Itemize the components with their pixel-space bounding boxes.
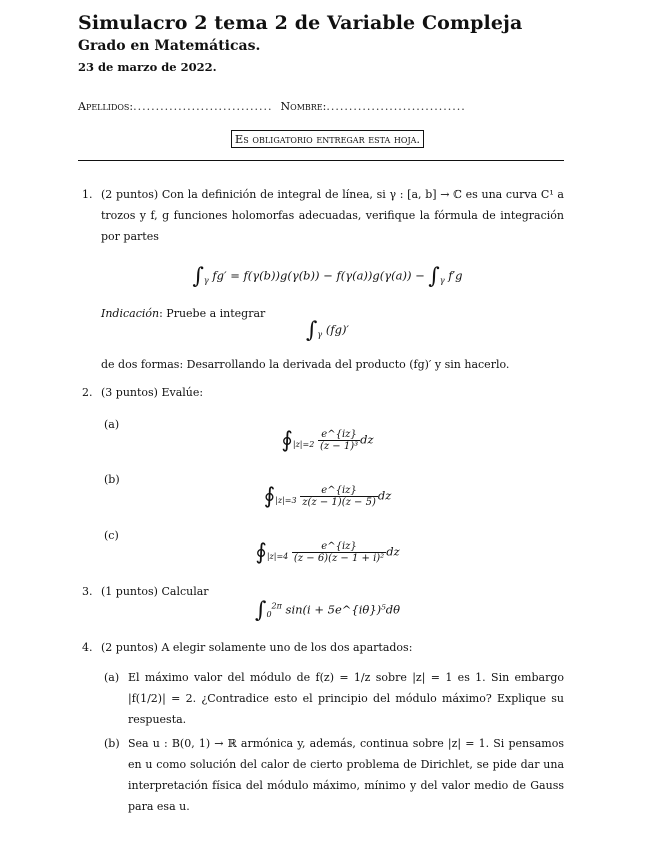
problem-4a-text: El máximo valor del módulo de f(z) = 1/z sobre |z| = 1 es 1. Sin embargo |f(1/2)| = 2. ¿Contradice esto el principio del módulo máximo? Explique su respuesta.	[128, 671, 564, 726]
problem-3-number: 3.	[82, 585, 93, 598]
problem-2c-formula: $∮_{|z|=4}$ $\frac{e\^{}\{iz\}}{\text{(z − 6)(z − 1 + i)²}}$ dz	[255, 540, 400, 565]
integral-sign-icon: ∫	[254, 598, 267, 623]
exam-title: Simulacro 2 tema 2 de Variable Compleja	[78, 12, 523, 34]
header-divider	[78, 160, 564, 161]
problem-2b-formula: $∮_{|z|=3}$ $\frac{e\^{}\{iz\}}{z(z - 1)(z - 5)}$ dz	[263, 484, 392, 509]
problem-2b-label: (b)	[104, 473, 120, 486]
problem-1-hint-after: de dos formas: Desarrollando la derivada del producto (fg)′ y sin hacerlo.	[101, 358, 510, 371]
problem-2-text: (3 puntos) Evalúe:	[101, 386, 204, 399]
problem-2a-formula: $∮_{|z|=2}$ $\frac{e\^{}\{iz\}}{\text{(z − 1)³}}$ dz	[281, 428, 374, 453]
name-label: Nombre:	[280, 100, 327, 113]
problem-1-formula: $\int_\gamma$ $fg' = f(\gamma(b))g(\gamma(b)) - f(\gamma(a))g(\gamma(a)) - \int_\gamma$ f′g	[192, 264, 463, 289]
exam-date: 23 de marzo de 2022.	[78, 60, 217, 74]
problem-2a-label: (a)	[104, 418, 120, 431]
contour-integral-icon: ∮	[255, 540, 267, 565]
integral-sign-icon: ∫	[428, 264, 440, 289]
problem-2c-label: (c)	[104, 529, 119, 542]
hint-label: Indicación	[101, 307, 160, 320]
surname-field[interactable]: ...............................	[133, 100, 273, 113]
student-name-fields	[78, 100, 562, 113]
exam-subtitle: Grado en Matemáticas.	[78, 38, 261, 54]
contour-integral-icon: ∮	[281, 428, 293, 453]
contour-integral-icon: ∮	[263, 484, 276, 509]
problem-3-text: (1 puntos) Calcular	[101, 585, 209, 598]
integral-sign-icon: ∫	[305, 318, 318, 343]
problem-4a-label: (a)	[104, 671, 120, 684]
surname-label: Apellidos:	[78, 100, 134, 113]
notice-wrap	[0, 128, 655, 148]
problem-4-number: 4.	[82, 641, 93, 654]
problem-1-number: 1.	[82, 188, 93, 201]
problem-4b-text: Sea u : B(0, 1) → ℝ armónica y, además, continua sobre |z| = 1. Si pensamos en u como solución del calor de cierto problema de Dirichlet, se pide dar una interpretación física del módulo máximo, mínimo y del valor medio de Gauss para esa u.	[128, 737, 564, 813]
problem-2-number: 2.	[82, 386, 93, 399]
mandatory-notice: Es obligatorio entregar esta hoja.	[231, 130, 424, 148]
problem-4b-label: (b)	[104, 737, 120, 750]
problem-4-text: (2 puntos) A elegir solamente uno de los dos apartados:	[101, 641, 413, 654]
name-field[interactable]: ...............................	[326, 100, 466, 113]
problem-1-text: (2 puntos) Con la definición de integral de línea, si γ : [a, b] → ℂ es una curva C¹ a trozos y f, g funciones holomorfas adecuadas, verifique la fórmula de integración por partes	[101, 188, 564, 243]
problem-3-formula: $\int_0^{2\pi}$ sin(i + 5e^{iθ})⁵dθ	[254, 598, 401, 623]
integral-sign-icon: ∫	[192, 264, 204, 289]
hint-text: : Pruebe a integrar	[159, 307, 266, 320]
problem-1-hint-formula: $\int_\gamma$ (fg)′	[305, 318, 350, 343]
